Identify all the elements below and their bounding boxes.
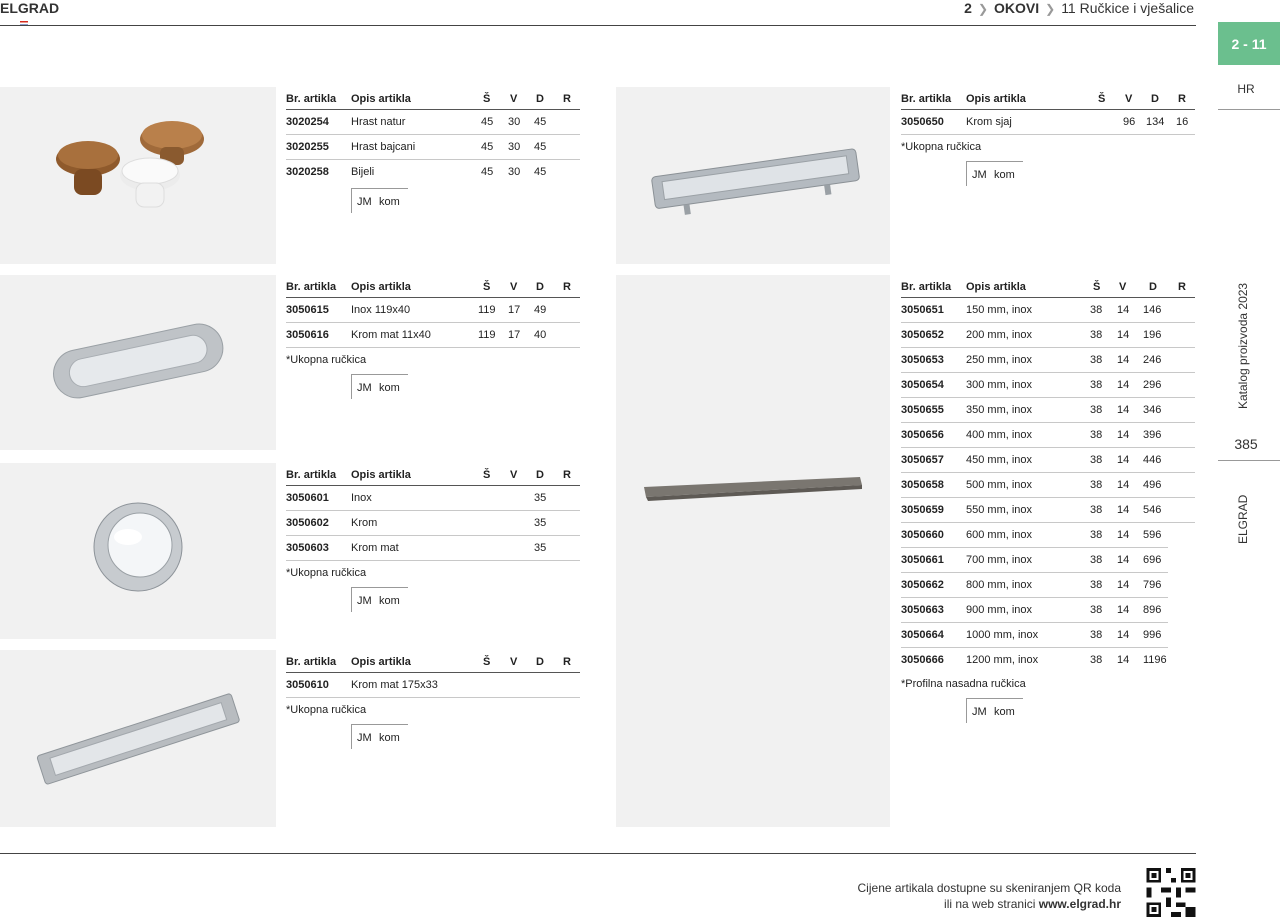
dim-s: 38 — [1090, 579, 1103, 591]
table-row[interactable] — [901, 323, 1195, 348]
dim-d: 496 — [1143, 479, 1162, 491]
dim-v: 14 — [1117, 404, 1130, 416]
article-number: 3050650 — [901, 116, 944, 128]
rail-brand: ELGRAD — [1236, 494, 1250, 544]
article-number: 3020254 — [286, 116, 329, 128]
unit-label: JM — [972, 706, 987, 718]
article-desc: Krom mat 175x33 — [351, 679, 438, 691]
article-number: 3050601 — [286, 492, 329, 504]
table-header — [286, 463, 580, 486]
dim-d: 696 — [1143, 554, 1162, 566]
table-row[interactable] — [901, 348, 1195, 373]
table-note: *Ukopna ručkica — [286, 354, 367, 366]
article-desc: 900 mm, inox — [966, 604, 1033, 616]
product-image-profile-handle — [616, 275, 890, 827]
table-row[interactable] — [901, 298, 1195, 323]
product-table-4 — [286, 650, 580, 749]
dim-s: 38 — [1090, 504, 1103, 516]
article-desc: Krom sjaj — [966, 116, 1012, 128]
article-desc: 800 mm, inox — [966, 579, 1033, 591]
unit-label: JM — [357, 196, 372, 208]
col-art: Br. artikla — [286, 281, 337, 293]
article-desc: 400 mm, inox — [966, 429, 1033, 441]
dim-v: 14 — [1117, 329, 1130, 341]
col-s: Š — [1098, 93, 1106, 105]
dim-v: 96 — [1123, 116, 1136, 128]
article-desc: Krom mat — [351, 542, 399, 554]
dim-d: 45 — [534, 141, 547, 153]
article-desc: 600 mm, inox — [966, 529, 1033, 541]
article-desc: 1200 mm, inox — [966, 654, 1039, 666]
dim-s: 38 — [1090, 379, 1103, 391]
article-number: 3050659 — [901, 504, 944, 516]
unit-box — [351, 587, 408, 612]
dim-s: 45 — [481, 141, 494, 153]
col-s: Š — [1093, 281, 1101, 293]
dim-v: 14 — [1117, 304, 1130, 316]
table-row[interactable] — [901, 473, 1195, 498]
col-opis: Opis artikla — [351, 281, 411, 293]
article-desc: 150 mm, inox — [966, 304, 1033, 316]
table-row[interactable] — [901, 498, 1195, 523]
product-table-3 — [286, 463, 580, 612]
dim-d: 446 — [1143, 454, 1162, 466]
footer-divider — [0, 853, 1196, 854]
article-desc: 500 mm, inox — [966, 479, 1033, 491]
dim-s: 38 — [1090, 429, 1103, 441]
table-header — [286, 275, 580, 298]
dim-d: 45 — [534, 116, 547, 128]
dim-s: 38 — [1090, 329, 1103, 341]
brand-logo: ELGRAD — [0, 0, 60, 16]
breadcrumb — [964, 0, 1194, 16]
table-row[interactable] — [286, 135, 580, 160]
table-note: *Ukopna ručkica — [286, 704, 367, 716]
table-row[interactable] — [901, 548, 1168, 573]
unit-box — [966, 161, 1023, 186]
col-d: D — [536, 656, 544, 668]
dim-v: 17 — [508, 329, 521, 341]
dim-v: 17 — [508, 304, 521, 316]
table-row[interactable] — [286, 673, 580, 698]
article-number: 3020255 — [286, 141, 329, 153]
dim-d: 45 — [534, 166, 547, 178]
dim-d: 49 — [534, 304, 547, 316]
table-row[interactable] — [901, 523, 1168, 548]
col-v: V — [510, 93, 518, 105]
col-d: D — [1151, 93, 1159, 105]
article-desc: 350 mm, inox — [966, 404, 1033, 416]
table-row[interactable] — [901, 373, 1195, 398]
dim-s: 38 — [1090, 354, 1103, 366]
unit-value: kom — [379, 382, 400, 394]
table-row[interactable] — [901, 110, 1195, 135]
dim-v: 14 — [1117, 479, 1130, 491]
article-desc: 250 mm, inox — [966, 354, 1033, 366]
col-art: Br. artikla — [286, 656, 337, 668]
unit-value: kom — [994, 706, 1015, 718]
product-image-oval-handle — [0, 275, 276, 450]
col-v: V — [1119, 281, 1127, 293]
dim-s: 38 — [1090, 629, 1103, 641]
dim-s: 119 — [478, 304, 496, 316]
table-row[interactable] — [901, 598, 1168, 623]
col-r: R — [563, 469, 571, 481]
dim-d: 996 — [1143, 629, 1162, 641]
col-opis: Opis artikla — [351, 93, 411, 105]
article-desc: 450 mm, inox — [966, 454, 1033, 466]
col-r: R — [563, 281, 571, 293]
dim-s: 38 — [1090, 304, 1103, 316]
dim-r: 16 — [1176, 116, 1189, 128]
unit-value: kom — [379, 595, 400, 607]
article-number: 3050661 — [901, 554, 944, 566]
dim-s: 119 — [478, 329, 496, 341]
unit-box — [351, 724, 408, 749]
footer-prefix: ili na web stranici — [944, 897, 1036, 911]
dim-d: 296 — [1143, 379, 1162, 391]
product-table-5 — [901, 87, 1195, 186]
col-r: R — [1178, 281, 1186, 293]
col-r: R — [563, 93, 571, 105]
dim-v: 30 — [508, 141, 521, 153]
footer-text — [858, 880, 1121, 912]
rail-divider — [1218, 109, 1280, 110]
article-desc: Krom mat 11x40 — [351, 329, 431, 341]
catalog-label: Katalog proizvoda 2023 — [1236, 282, 1250, 409]
language-label: HR — [1237, 82, 1255, 96]
dim-d: 596 — [1143, 529, 1162, 541]
header-divider — [0, 25, 1196, 26]
unit-value: kom — [379, 732, 400, 744]
col-opis: Opis artikla — [351, 469, 411, 481]
table-row[interactable] — [286, 511, 580, 536]
table-row[interactable] — [901, 448, 1195, 473]
dim-d: 396 — [1143, 429, 1162, 441]
dim-v: 14 — [1117, 554, 1130, 566]
unit-value: kom — [994, 169, 1015, 181]
dim-d: 35 — [534, 542, 547, 554]
dim-v: 14 — [1117, 579, 1130, 591]
product-table-6 — [901, 275, 1195, 723]
col-v: V — [510, 656, 518, 668]
product-image-round-handle — [0, 463, 276, 639]
table-note: *Ukopna ručkica — [901, 141, 982, 153]
table-row[interactable] — [286, 298, 580, 323]
article-desc: Hrast natur — [351, 116, 406, 128]
dim-s: 38 — [1090, 554, 1103, 566]
table-row[interactable] — [901, 423, 1195, 448]
dim-d: 196 — [1143, 329, 1162, 341]
article-number: 3050663 — [901, 604, 944, 616]
col-art: Br. artikla — [286, 469, 337, 481]
product-image-knobs — [0, 87, 276, 264]
unit-box — [966, 698, 1023, 723]
footer-line2 — [858, 896, 1121, 912]
dim-s: 38 — [1090, 529, 1103, 541]
article-number: 3050662 — [901, 579, 944, 591]
table-row[interactable] — [901, 623, 1168, 648]
dim-d: 1196 — [1143, 654, 1167, 666]
chevron-right-icon: ❯ — [1045, 2, 1056, 16]
table-header — [901, 87, 1195, 110]
article-number: 3050615 — [286, 304, 329, 316]
dim-v: 14 — [1117, 379, 1130, 391]
dim-v: 14 — [1117, 629, 1130, 641]
col-d: D — [1149, 281, 1157, 293]
table-row[interactable] — [901, 398, 1195, 423]
table-header — [286, 650, 580, 673]
unit-box — [351, 374, 408, 399]
article-number: 3050610 — [286, 679, 329, 691]
product-image-long-handle — [616, 87, 890, 264]
table-header — [901, 275, 1195, 298]
col-v: V — [510, 281, 518, 293]
col-v: V — [510, 469, 518, 481]
dim-d: 896 — [1143, 604, 1162, 616]
product-image-rect-handle — [0, 650, 276, 827]
unit-label: JM — [357, 732, 372, 744]
article-number: 3050616 — [286, 329, 329, 341]
dim-s: 38 — [1090, 454, 1103, 466]
product-table-2 — [286, 275, 580, 399]
unit-label: JM — [357, 382, 372, 394]
article-number: 3050653 — [901, 354, 944, 366]
dim-v: 14 — [1117, 354, 1130, 366]
col-art: Br. artikla — [901, 281, 952, 293]
table-row[interactable] — [901, 648, 1168, 672]
page-number: 385 — [1234, 436, 1258, 452]
article-number: 3050664 — [901, 629, 944, 641]
unit-label: JM — [972, 169, 987, 181]
dim-v: 14 — [1117, 504, 1130, 516]
dim-d: 346 — [1143, 404, 1162, 416]
col-r: R — [563, 656, 571, 668]
table-row[interactable] — [286, 486, 580, 511]
dim-d: 40 — [534, 329, 547, 341]
col-d: D — [536, 281, 544, 293]
col-s: Š — [483, 469, 491, 481]
col-s: Š — [483, 93, 491, 105]
unit-label: JM — [357, 595, 372, 607]
dim-d: 796 — [1143, 579, 1162, 591]
dim-d: 546 — [1143, 504, 1162, 516]
dim-s: 38 — [1090, 654, 1103, 666]
dim-v: 30 — [508, 166, 521, 178]
dim-v: 14 — [1117, 604, 1130, 616]
col-s: Š — [483, 656, 491, 668]
breadcrumb-section-num[interactable]: 2 — [964, 0, 972, 16]
col-opis: Opis artikla — [966, 281, 1026, 293]
article-number: 3050603 — [286, 542, 329, 554]
dim-d: 146 — [1143, 304, 1162, 316]
col-art: Br. artikla — [901, 93, 952, 105]
dim-v: 14 — [1117, 429, 1130, 441]
breadcrumb-sub[interactable]: Ručkice i vješalice — [1079, 0, 1194, 16]
table-row[interactable] — [286, 536, 580, 561]
dim-v: 14 — [1117, 654, 1130, 666]
table-row[interactable] — [286, 160, 580, 184]
article-number: 3050656 — [901, 429, 944, 441]
col-d: D — [536, 469, 544, 481]
footer-line1: Cijene artikala dostupne su skeniranjem QR koda — [857, 881, 1121, 895]
article-desc: Inox 119x40 — [351, 304, 411, 316]
table-note: *Profilna nasadna ručkica — [901, 678, 1026, 690]
col-r: R — [1178, 93, 1186, 105]
table-row[interactable] — [901, 573, 1168, 598]
col-art: Br. artikla — [286, 93, 337, 105]
dim-s: 45 — [481, 166, 494, 178]
dim-s: 45 — [481, 116, 494, 128]
article-number: 3050655 — [901, 404, 944, 416]
article-desc: 1000 mm, inox — [966, 629, 1039, 641]
article-number: 3050660 — [901, 529, 944, 541]
article-desc: Krom — [351, 517, 378, 529]
article-number: 3050651 — [901, 304, 944, 316]
dim-d: 35 — [534, 517, 547, 529]
footer-url-link[interactable]: www.elgrad.hr — [1038, 897, 1121, 911]
dim-v: 14 — [1117, 454, 1130, 466]
breadcrumb-sub-num[interactable]: 11 — [1061, 0, 1076, 16]
dim-v: 30 — [508, 116, 521, 128]
col-s: Š — [483, 281, 491, 293]
table-header — [286, 87, 580, 110]
article-number: 3050652 — [901, 329, 944, 341]
dim-d: 35 — [534, 492, 547, 504]
product-table-1 — [286, 87, 580, 213]
article-desc: 550 mm, inox — [966, 504, 1033, 516]
dim-d: 134 — [1146, 116, 1165, 128]
article-desc: Inox — [351, 492, 372, 504]
dim-d: 246 — [1143, 354, 1162, 366]
dim-s: 38 — [1090, 404, 1103, 416]
article-desc: Hrast bajcani — [351, 141, 416, 153]
table-note: *Ukopna ručkica — [286, 567, 367, 579]
unit-box — [351, 188, 408, 213]
unit-value: kom — [379, 196, 400, 208]
breadcrumb-section[interactable]: OKOVI — [994, 0, 1040, 16]
article-number: 3050666 — [901, 654, 944, 666]
rail-divider — [1218, 460, 1280, 461]
table-row[interactable] — [286, 110, 580, 135]
col-opis: Opis artikla — [966, 93, 1026, 105]
chevron-right-icon: ❯ — [977, 2, 988, 16]
article-number: 3050654 — [901, 379, 944, 391]
article-desc: 700 mm, inox — [966, 554, 1033, 566]
col-v: V — [1125, 93, 1133, 105]
dim-s: 38 — [1090, 604, 1103, 616]
table-row[interactable] — [286, 323, 580, 348]
col-opis: Opis artikla — [351, 656, 411, 668]
article-number: 3050602 — [286, 517, 329, 529]
dim-v: 14 — [1117, 529, 1130, 541]
qr-code-icon[interactable] — [1146, 868, 1196, 917]
article-number: 3020258 — [286, 166, 329, 178]
article-desc: Bijeli — [351, 166, 375, 178]
article-desc: 200 mm, inox — [966, 329, 1033, 341]
article-number: 3050657 — [901, 454, 944, 466]
dim-s: 38 — [1090, 479, 1103, 491]
article-number: 3050658 — [901, 479, 944, 491]
article-desc: 300 mm, inox — [966, 379, 1033, 391]
col-d: D — [536, 93, 544, 105]
chapter-tab[interactable]: 2 - 11 — [1218, 22, 1280, 65]
